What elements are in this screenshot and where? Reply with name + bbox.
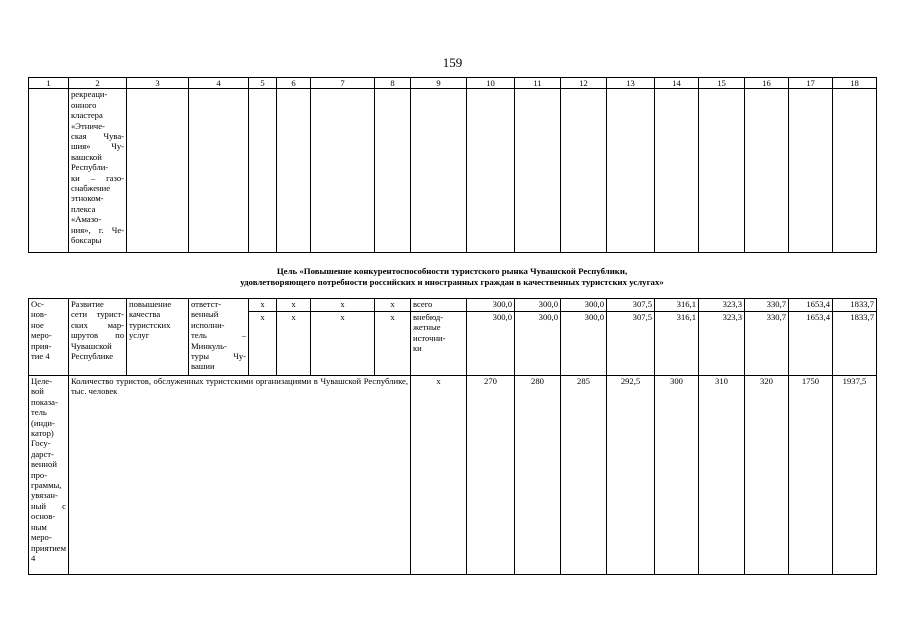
text-line: увязан- bbox=[31, 490, 58, 501]
text-line: граммы, bbox=[31, 480, 62, 491]
x-mark: x bbox=[311, 299, 375, 312]
text-line: венной bbox=[31, 459, 57, 470]
x-mark: x bbox=[249, 312, 277, 376]
text-line: плекса bbox=[71, 203, 96, 214]
value-cell: 285 bbox=[561, 376, 607, 575]
cell bbox=[375, 89, 411, 253]
value-cell: 330,7 bbox=[745, 312, 789, 376]
text-line: туры Чу- bbox=[191, 351, 246, 362]
goal-line-1: Цель «Повышение конкурентоспособности туристского рынка Чувашской Республики, bbox=[276, 266, 628, 276]
text-line: ки bbox=[413, 343, 422, 354]
column-header: 2 bbox=[69, 78, 127, 89]
value-cell: 1937,5 bbox=[833, 376, 877, 575]
text-line: онного bbox=[71, 99, 97, 110]
value-cell: 300 bbox=[655, 376, 699, 575]
event-goal bbox=[127, 299, 189, 376]
event-responsible bbox=[189, 299, 249, 376]
text-line: Целе- bbox=[31, 376, 52, 386]
text-line: вой bbox=[31, 386, 44, 397]
cell bbox=[127, 89, 189, 253]
text-line: сети турист- bbox=[71, 309, 124, 320]
x-mark: x bbox=[277, 312, 311, 376]
column-header: 8 bbox=[375, 78, 411, 89]
column-header: 11 bbox=[515, 78, 561, 89]
column-header: 16 bbox=[745, 78, 789, 89]
goal-line-2: удовлетворяющего потребности российских и иностранных граждан в качественных туристских услугах» bbox=[240, 277, 664, 287]
funding-source bbox=[411, 312, 467, 376]
x-mark: x bbox=[277, 299, 311, 312]
text-line: жетные bbox=[413, 322, 441, 333]
value-cell: 1750 bbox=[789, 376, 833, 575]
text-line: показа- bbox=[31, 396, 58, 407]
x-mark: x bbox=[375, 312, 411, 376]
indicator-label bbox=[29, 376, 69, 575]
cell bbox=[411, 89, 467, 253]
upper-table bbox=[28, 77, 877, 253]
x-mark: x bbox=[311, 312, 375, 376]
text-line: повышение bbox=[129, 299, 172, 309]
column-header: 14 bbox=[655, 78, 699, 89]
column-header: 5 bbox=[249, 78, 277, 89]
text-line: основ- bbox=[31, 511, 56, 522]
continuation-row bbox=[29, 89, 877, 253]
text-line: Чувашской bbox=[71, 340, 112, 351]
column-header: 9 bbox=[411, 78, 467, 89]
column-header: 13 bbox=[607, 78, 655, 89]
cell bbox=[277, 89, 311, 253]
column-header-row bbox=[29, 78, 877, 89]
text-line: услуг bbox=[129, 330, 150, 341]
value-cell: 1833,7 bbox=[833, 312, 877, 376]
x-mark: x bbox=[375, 299, 411, 312]
value-cell: 300,0 bbox=[515, 299, 561, 312]
text-line: прия- bbox=[31, 340, 52, 351]
value-cell: 316,1 bbox=[655, 312, 699, 376]
text-line: Госу- bbox=[31, 438, 51, 449]
column-header: 3 bbox=[127, 78, 189, 89]
cell bbox=[655, 89, 699, 253]
cell bbox=[699, 89, 745, 253]
continuation-text bbox=[69, 89, 127, 253]
lower-table bbox=[28, 298, 877, 575]
text-line: Ос- bbox=[31, 299, 44, 309]
text-line: венный bbox=[191, 309, 219, 320]
text-line: шия» Чу- bbox=[71, 141, 124, 152]
page-number: 159 bbox=[442, 55, 463, 70]
column-header: 1 bbox=[29, 78, 69, 89]
text-line: исполни- bbox=[191, 319, 225, 330]
text-line: тель – bbox=[191, 330, 246, 341]
value-cell: 300,0 bbox=[467, 312, 515, 376]
text-line: этноком- bbox=[71, 193, 104, 204]
value-cell: 300,0 bbox=[561, 299, 607, 312]
text-line: ки – газо- bbox=[71, 172, 124, 183]
cell bbox=[515, 89, 561, 253]
event-label bbox=[29, 299, 69, 376]
text-line: тие 4 bbox=[31, 351, 50, 362]
text-line: меро- bbox=[31, 330, 52, 341]
x-mark: x bbox=[249, 299, 277, 312]
event-row-total bbox=[29, 299, 877, 312]
cell bbox=[745, 89, 789, 253]
cell bbox=[467, 89, 515, 253]
value-cell: 323,3 bbox=[699, 312, 745, 376]
indicator-description: Количество туристов, обслуженных туристскими организациями в Чувашской Республике, тыс. человек bbox=[69, 376, 411, 575]
text-line: меро- bbox=[31, 532, 52, 543]
column-header: 10 bbox=[467, 78, 515, 89]
text-line: ный с bbox=[31, 500, 66, 511]
text-line: приятием 4 bbox=[31, 542, 67, 563]
value-cell: 292,5 bbox=[607, 376, 655, 575]
column-header: 17 bbox=[789, 78, 833, 89]
text-line: источни- bbox=[413, 332, 446, 343]
text-line: внебюд- bbox=[413, 312, 444, 322]
value-cell: 330,7 bbox=[745, 299, 789, 312]
column-header: 12 bbox=[561, 78, 607, 89]
text-line: дарст- bbox=[31, 448, 54, 459]
text-line: шрутов по bbox=[71, 330, 124, 341]
text-line: ских мар- bbox=[71, 319, 124, 330]
cell bbox=[29, 89, 69, 253]
cell bbox=[607, 89, 655, 253]
value-cell: 316,1 bbox=[655, 299, 699, 312]
cell bbox=[833, 89, 877, 253]
value-cell: 300,0 bbox=[515, 312, 561, 376]
value-cell: 307,5 bbox=[607, 312, 655, 376]
value-cell: 323,3 bbox=[699, 299, 745, 312]
column-header: 4 bbox=[189, 78, 249, 89]
text-line: Республи- bbox=[71, 162, 109, 173]
value-cell: 1653,4 bbox=[789, 312, 833, 376]
text-line: «Амазо- bbox=[71, 214, 102, 225]
value-cell: 270 bbox=[467, 376, 515, 575]
value-cell: 320 bbox=[745, 376, 789, 575]
value-cell: 1653,4 bbox=[789, 299, 833, 312]
text-line: нов- bbox=[31, 309, 47, 320]
value-cell: 300,0 bbox=[467, 299, 515, 312]
text-line: качества bbox=[129, 309, 161, 320]
cell bbox=[789, 89, 833, 253]
value-cell: 280 bbox=[515, 376, 561, 575]
text-line: ская Чува- bbox=[71, 131, 124, 142]
text-line: снабжение bbox=[71, 183, 111, 194]
value-cell: 310 bbox=[699, 376, 745, 575]
cell bbox=[561, 89, 607, 253]
text-line: рекреаци- bbox=[71, 89, 108, 100]
text-line: боксары bbox=[71, 235, 102, 246]
text-line: Республике bbox=[71, 351, 114, 362]
text-line: про- bbox=[31, 469, 48, 480]
value-cell: 1833,7 bbox=[833, 299, 877, 312]
text-line: тель bbox=[31, 407, 47, 418]
text-line: катор) bbox=[31, 428, 54, 439]
text-line: ответст- bbox=[191, 299, 222, 309]
event-title bbox=[69, 299, 127, 376]
funding-source: всего bbox=[411, 299, 467, 312]
column-header: 18 bbox=[833, 78, 877, 89]
text-line: ния», г. Че- bbox=[71, 224, 124, 235]
text-line: туристских bbox=[129, 319, 171, 330]
text-line: «Этниче- bbox=[71, 120, 105, 131]
text-line: кластера bbox=[71, 110, 103, 121]
goal-heading bbox=[28, 266, 876, 288]
column-header: 15 bbox=[699, 78, 745, 89]
text-line: Развитие bbox=[71, 299, 104, 309]
text-line: Минкуль- bbox=[191, 340, 227, 351]
text-line: (инди- bbox=[31, 417, 55, 428]
text-line: ное bbox=[31, 319, 44, 330]
indicator-row bbox=[29, 376, 877, 575]
text-line: вашской bbox=[71, 151, 102, 162]
column-header: 7 bbox=[311, 78, 375, 89]
value-cell: 307,5 bbox=[607, 299, 655, 312]
x-mark: x bbox=[411, 376, 467, 575]
cell bbox=[311, 89, 375, 253]
text-line: вашии bbox=[191, 361, 215, 372]
cell bbox=[249, 89, 277, 253]
value-cell: 300,0 bbox=[561, 312, 607, 376]
text-line: ным bbox=[31, 521, 47, 532]
cell bbox=[189, 89, 249, 253]
column-header: 6 bbox=[277, 78, 311, 89]
